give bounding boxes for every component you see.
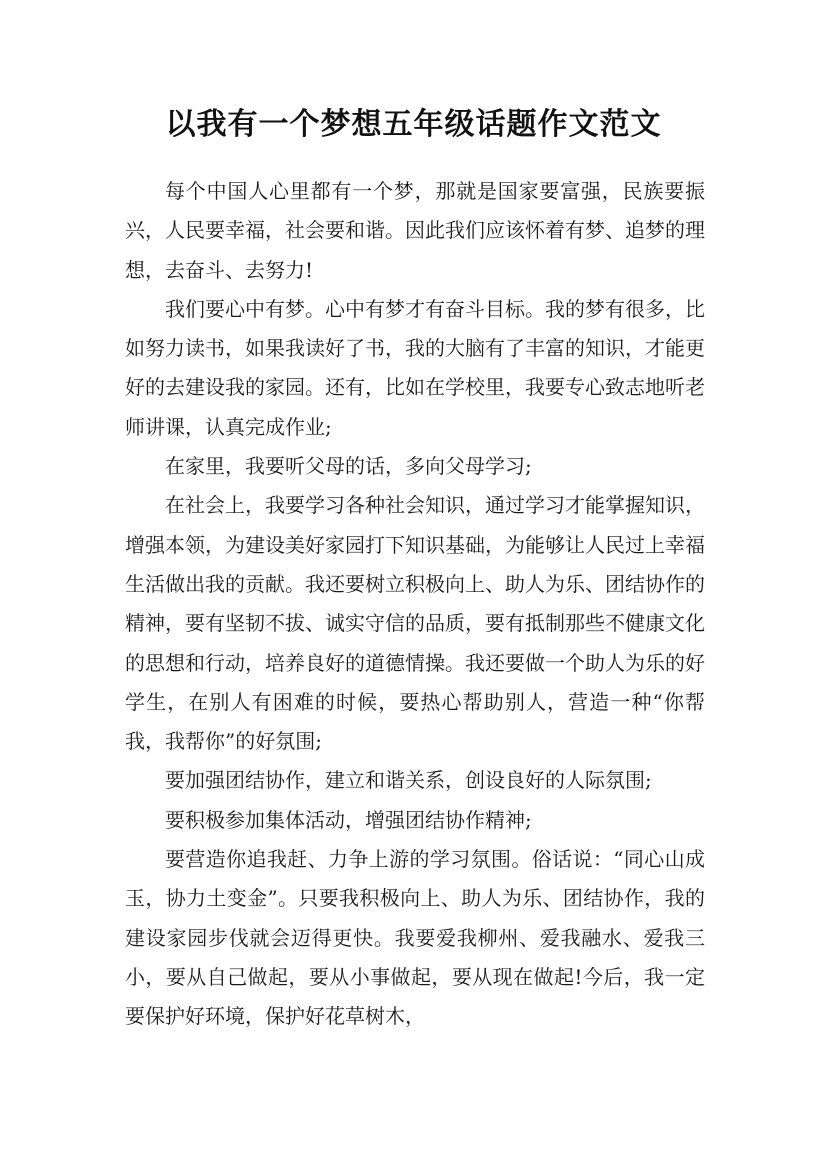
paragraph-6: 要积极参加集体活动，增强团结协作精神;: [165, 807, 532, 832]
paragraph-4: 在社会上，我要学习各种社会知识，通过学习才能掌握知识，增强本领，为建设美好家园打下知识基础，为能够让人民过上幸福生活做出我的贡献。我还要树立积极向上、助人为乐、团结协作的精神，要有坚韧不拔、诚实守信的品质，要有抵制那些不健康文化的思想和行动，培养良好的道德情操。我还要做一个助人为乐的好学生，在别人有困难的时候，要热心帮助别人，营造一种“你帮我，我帮你”的好氛围;: [125, 493, 705, 754]
document-title: 以我有一个梦想五年级话题作文范文: [165, 107, 662, 142]
document-body: [125, 172, 705, 1037]
paragraph-1: 每个中国人心里都有一个梦，那就是国家要富强，民族要振兴，人民要幸福，社会要和谐。因此我们应该怀着有梦、追梦的理想，去奋斗、去努力!: [125, 179, 705, 282]
paragraph-2: 我们要心中有梦。心中有梦才有奋斗目标。我的梦有很多，比如努力读书，如果我读好了书，我的大脑有了丰富的知识，才能更好的去建设我的家园。还有，比如在学校里，我要专心致志地听老师讲课，认真完成作业;: [125, 296, 705, 439]
paragraph-5: 要加强团结协作，建立和谐关系，创设良好的人际氛围;: [165, 768, 652, 793]
paragraph-7: 要营造你追我赶、力争上游的学习氛围。俗话说：“同心山成玉，协力土变金”。只要我积极向上、助人为乐、团结协作，我的建设家园步伐就会迈得更快。我要爱我柳州、爱我融水、爱我三小，要从自己做起，要从小事做起，要从现在做起!今后，我一定要保护好环境，保护好花草树木，: [125, 847, 705, 1029]
paragraph-3: 在家里，我要听父母的话，多向父母学习;: [165, 454, 532, 479]
